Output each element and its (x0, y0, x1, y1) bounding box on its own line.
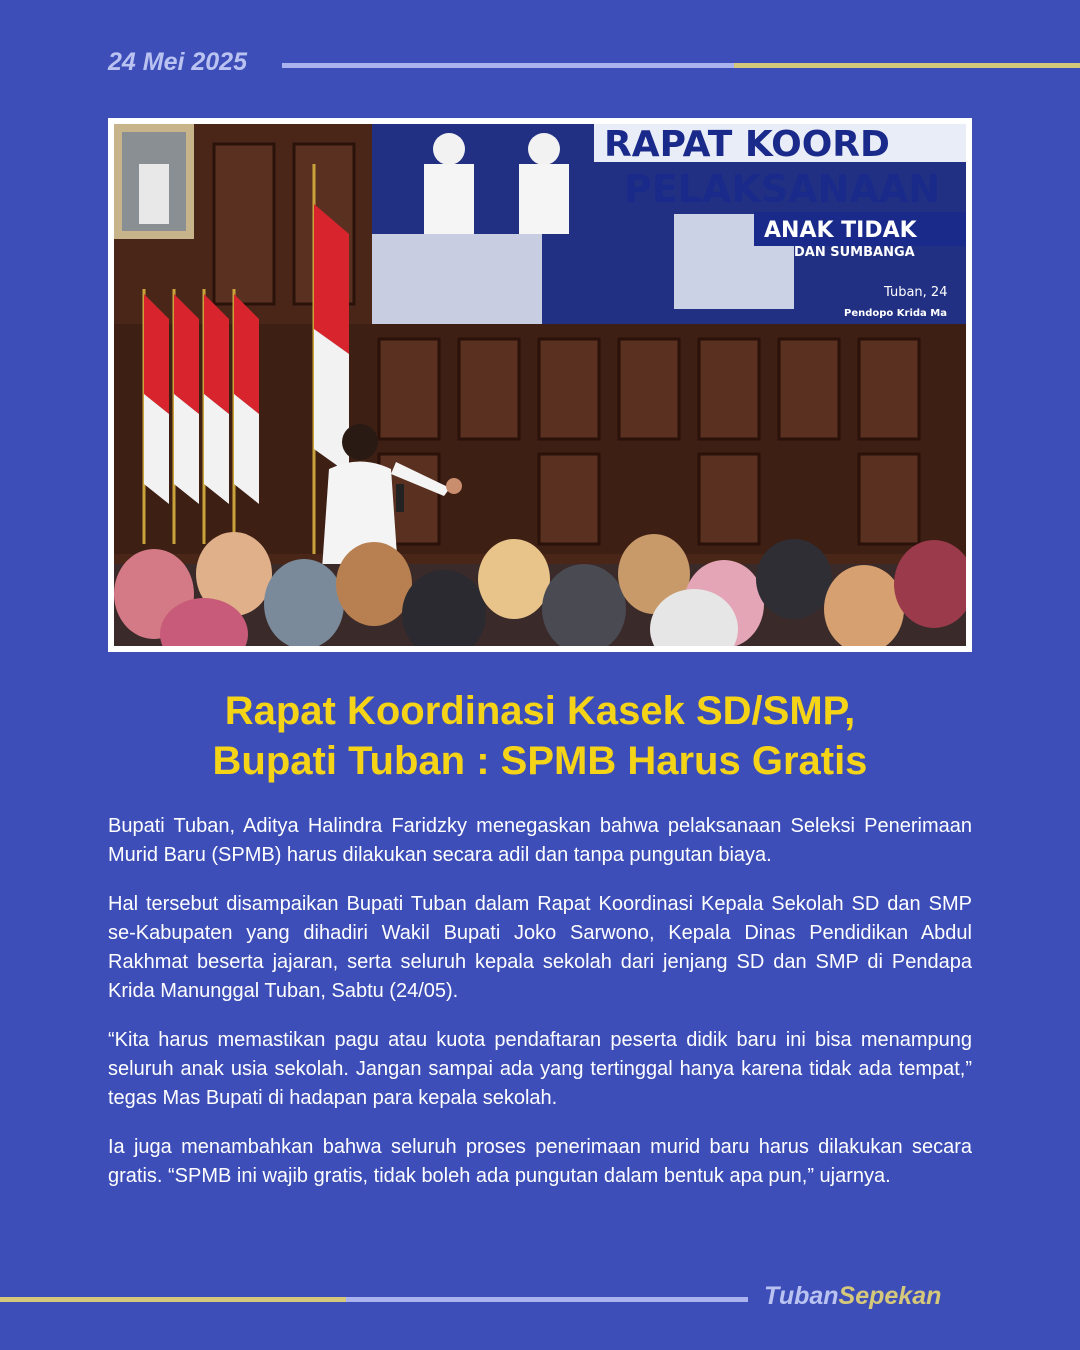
headline-line2: Bupati Tuban : SPMB Harus Gratis (212, 739, 868, 783)
paragraph-3: “Kita harus memastikan pagu atau kuota pendaftaran peserta didik baru ini bisa menampung seluruh anak usia sekolah. Jangan sampai ada yang tertinggal hanya karena tidak ada tempat,” tegas Mas Bupati di hadapan para kepala sekolah. (108, 1029, 972, 1109)
top-divider-light (282, 63, 734, 68)
paragraph-4: Ia juga menambahkan bahwa seluruh proses penerimaan murid baru harus dilakukan secara gratis. “SPMB ini wajib gratis, tidak boleh ada pungutan dalam bentuk apa pun,” ujarnya. (108, 1136, 972, 1187)
headline-line1: Rapat Koordinasi Kasek SD/SMP, (224, 689, 856, 733)
article-body (108, 812, 972, 1211)
photo-scene (114, 124, 966, 646)
brand-logo (764, 1282, 941, 1311)
paragraph-1: Bupati Tuban, Aditya Halindra Faridzky menegaskan bahwa pelaksanaan Seleksi Penerimaan Murid Baru (SPMB) harus dilakukan secara adil dan tanpa pungutan biaya. (108, 815, 972, 866)
screen-line2: ANAK TIDAK (764, 218, 917, 243)
post-date: 24 Mei 2025 (108, 48, 247, 76)
brand-part2: Sepekan (838, 1282, 942, 1310)
photo-illustration (114, 124, 966, 646)
top-divider-gold (734, 63, 1080, 68)
headline (60, 686, 1020, 786)
screen-place: Tuban, 24 (884, 285, 948, 300)
paragraph-2: Hal tersebut disampaikan Bupati Tuban dalam Rapat Koordinasi Kepala Sekolah SD dan SMP se-Kabupaten yang dihadiri Wakil Bupati Joko Sarwono, Kepala Dinas Pendidikan Abdul Rakhmat beserta jajaran, serta seluruh kepala sekolah dari jenjang SD dan SMP di Pendapa Krida Manunggal Tuban, Sabtu (24/05). (108, 893, 972, 1002)
bottom-divider-gold (0, 1297, 346, 1302)
screen-line3: DAN SUMBANGA (794, 245, 915, 260)
bottom-divider-light (346, 1297, 748, 1302)
news-photo (108, 118, 972, 652)
screen-venue: Pendopo Krida Ma (844, 308, 947, 319)
screen-line1: PELAKSANAAN (624, 167, 941, 211)
brand-part1: Tuban (764, 1282, 839, 1310)
screen-title: RAPAT KOORD (604, 124, 890, 165)
